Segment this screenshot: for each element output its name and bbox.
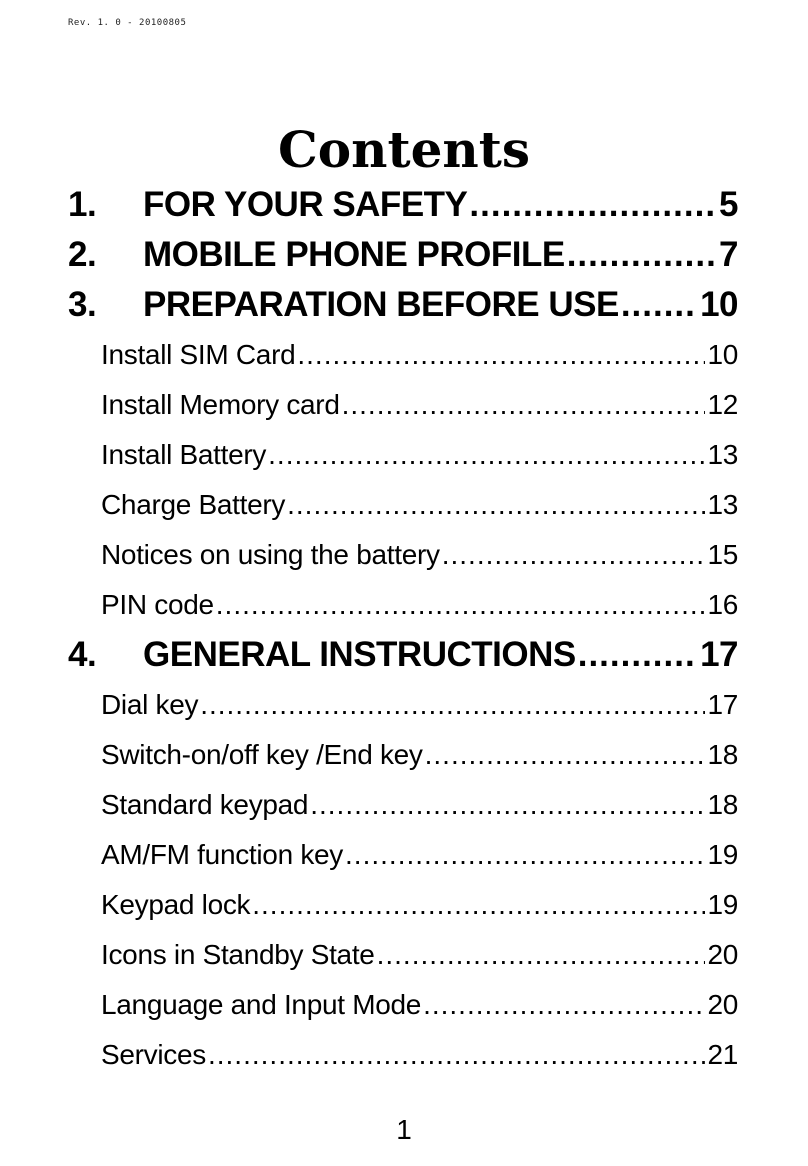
toc-page-number: 18 xyxy=(707,789,738,820)
toc-entry-text: Services xyxy=(101,1039,206,1070)
toc-section[interactable] xyxy=(68,930,738,980)
toc-section[interactable] xyxy=(68,780,738,830)
toc-leader-dots xyxy=(425,730,706,780)
toc-leader-dots xyxy=(252,880,705,930)
toc-leader-dots xyxy=(268,430,705,480)
toc-page-number: 13 xyxy=(707,489,738,520)
toc-leader-dots xyxy=(423,980,705,1030)
toc-section[interactable] xyxy=(68,680,738,730)
table-of-contents xyxy=(68,180,738,1080)
toc-page-number: 17 xyxy=(700,635,738,674)
toc-page-number: 7 xyxy=(719,235,738,274)
toc-page-number: 17 xyxy=(707,689,738,720)
toc-page-number: 19 xyxy=(707,889,738,920)
toc-section[interactable] xyxy=(68,330,738,380)
toc-entry-text: GENERAL INSTRUCTIONS xyxy=(143,635,576,674)
toc-leader-dots xyxy=(216,580,706,630)
page-number: 1 xyxy=(396,1114,412,1145)
toc-chapter[interactable] xyxy=(68,230,738,280)
toc-entry-text: Standard keypad xyxy=(101,789,309,820)
toc-section[interactable] xyxy=(68,880,738,930)
toc-entry-text: MOBILE PHONE PROFILE xyxy=(143,235,565,274)
toc-entry-text: FOR YOUR SAFETY xyxy=(143,185,468,224)
toc-page-number: 5 xyxy=(719,185,738,224)
toc-page-number: 10 xyxy=(707,339,738,370)
toc-page-number: 13 xyxy=(707,439,738,470)
toc-section[interactable] xyxy=(68,380,738,430)
toc-page-number: 20 xyxy=(707,989,738,1020)
toc-page-number: 10 xyxy=(700,285,738,324)
toc-section[interactable] xyxy=(68,580,738,630)
toc-page-number: 21 xyxy=(707,1039,738,1070)
toc-page-number: 19 xyxy=(707,839,738,870)
toc-page-number: 16 xyxy=(707,589,738,620)
toc-section[interactable] xyxy=(68,730,738,780)
toc-section[interactable] xyxy=(68,1030,738,1080)
toc-section[interactable] xyxy=(68,480,738,530)
toc-chapter-number: 1. xyxy=(68,185,97,224)
toc-section[interactable] xyxy=(68,530,738,580)
toc-leader-dots xyxy=(621,280,698,330)
toc-page-number: 15 xyxy=(707,539,738,570)
toc-entry-text: Notices on using the battery xyxy=(101,539,440,570)
toc-entry-text: Switch-on/off key /End key xyxy=(101,739,423,770)
toc-leader-dots xyxy=(310,780,705,830)
toc-leader-dots xyxy=(345,830,705,880)
toc-page-number: 18 xyxy=(707,739,738,770)
toc-chapter[interactable] xyxy=(68,280,738,330)
toc-entry-text: Language and Input Mode xyxy=(101,989,422,1020)
toc-entry-text: Dial key xyxy=(101,689,199,720)
toc-leader-dots xyxy=(208,1030,705,1080)
toc-chapter-number: 2. xyxy=(68,235,97,274)
toc-leader-dots xyxy=(297,330,705,380)
toc-entry-text: Icons in Standby State xyxy=(101,939,375,970)
toc-entry-text: PREPARATION BEFORE USE xyxy=(143,285,619,324)
toc-leader-dots xyxy=(578,630,698,680)
toc-entry-text: Charge Battery xyxy=(101,489,286,520)
revision-label: Rev. 1. 0 - 20100805 xyxy=(68,18,187,28)
toc-chapter-number: 3. xyxy=(68,285,97,324)
toc-leader-dots xyxy=(377,930,706,980)
toc-leader-dots xyxy=(567,230,717,280)
toc-page-number: 12 xyxy=(707,389,738,420)
toc-leader-dots xyxy=(442,530,706,580)
toc-section[interactable] xyxy=(68,980,738,1030)
toc-entry-text: Keypad lock xyxy=(101,889,251,920)
toc-leader-dots xyxy=(200,680,705,730)
toc-page-number: 20 xyxy=(707,939,738,970)
toc-leader-dots xyxy=(469,180,717,230)
toc-entry-text: Install Memory card xyxy=(101,389,340,420)
toc-entry-text: PIN code xyxy=(101,589,214,620)
toc-entry-text: AM/FM function key xyxy=(101,839,344,870)
toc-entry-text: Install SIM Card xyxy=(101,339,296,370)
toc-chapter[interactable] xyxy=(68,630,738,680)
toc-chapter-number: 4. xyxy=(68,635,97,674)
toc-leader-dots xyxy=(342,380,706,430)
toc-leader-dots xyxy=(287,480,705,530)
page-title: Contents xyxy=(277,120,530,179)
toc-section[interactable] xyxy=(68,430,738,480)
toc-entry-text: Install Battery xyxy=(101,439,267,470)
toc-chapter[interactable] xyxy=(68,180,738,230)
toc-section[interactable] xyxy=(68,830,738,880)
